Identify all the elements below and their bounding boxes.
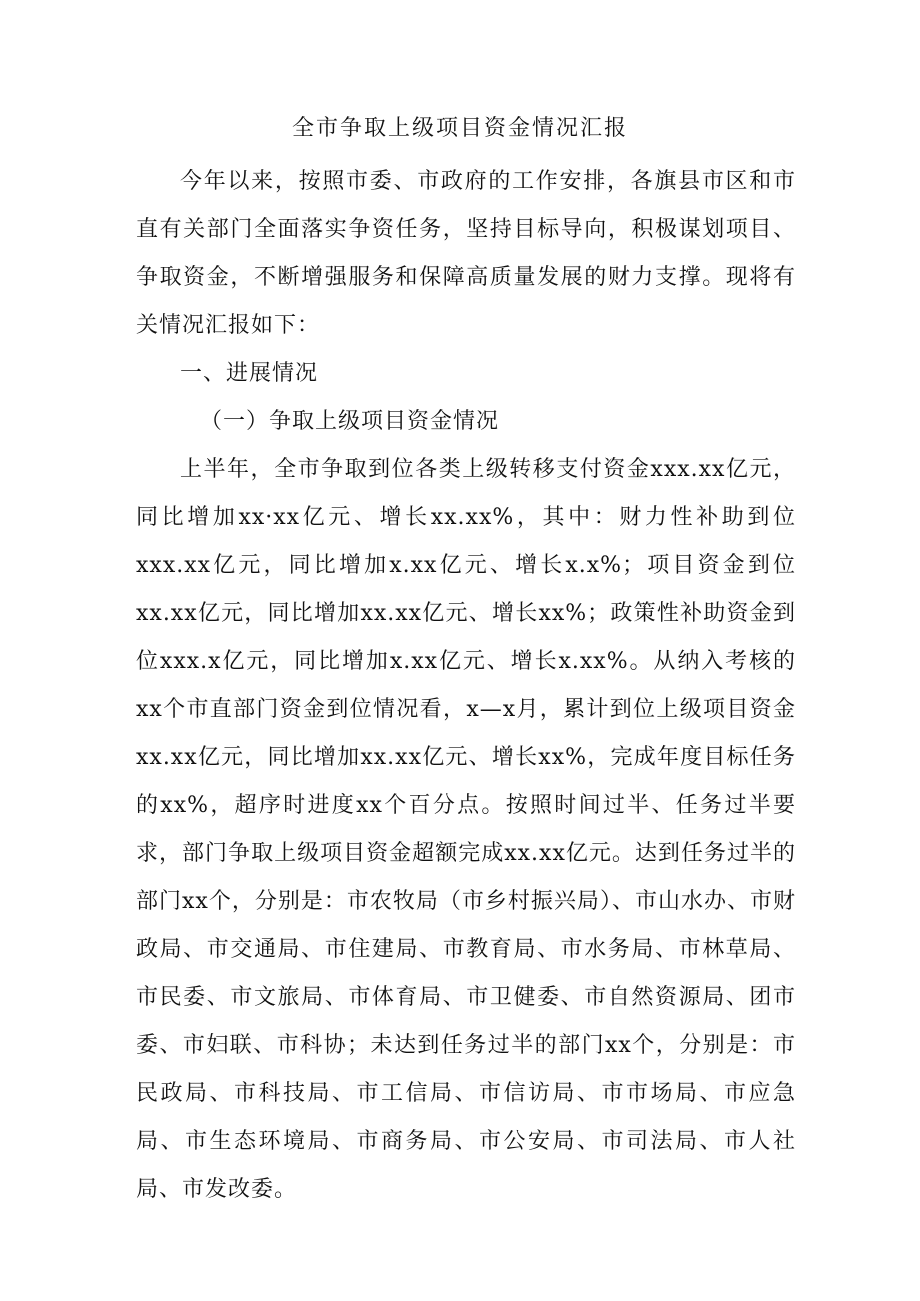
subsection-heading: （一）争取上级项目资金情况 xyxy=(200,409,500,434)
detail-paragraph: 上半年，全市争取到位各类上级转移支付资金xxx.xx亿元，同比增加xx·xx亿元、增长xx.xx%，其中：财力性补助到位xxx.xx亿元，同比增加x.xx亿元、增长x.x%；项目资金到位xx.xx亿元，同比增加xx.xx亿元、增长xx%；政策性补助资金到位xxx.x亿元，同比增加x.xx亿元、增长x.xx%。从纳入考核的xx个市直部门资金到位情况看，x—x月，累计到位上级项目资金xx.xx亿元，同比增加xx.xx亿元、增长xx%，完成年度目标任务的xx%，超序时进度xx个百分点。按照时间过半、任务过半要求，部门争取上级项目资金超额完成xx.xx亿元。达到任务过半的部门xx个，分别是：市农牧局（市乡村振兴局）、市山水办、市财政局、市交通局、市住建局、市教育局、市水务局、市林草局、市民委、市文旅局、市体育局、市卫健委、市自然资源局、团市委、市妇联、市科协；未达到任务过半的部门xx个，分别是：市民政局、市科技局、市工信局、市信访局、市市场局、市应急局、市生态环境局、市商务局、市公安局、市司法局、市人社局、市发改委。 xyxy=(136,457,796,1202)
document-title: 全市争取上级项目资金情况汇报 xyxy=(291,116,628,141)
intro-paragraph: 今年以来，按照市委、市政府的工作安排，各旗县市区和市直有关部门全面落实争资任务，坚持目标导向，积极谋划项目、争取资金，不断增强服务和保障高质量发展的财力支撑。现将有关情况汇报如下： xyxy=(136,169,796,338)
section-heading: 一、进展情况 xyxy=(180,361,319,386)
